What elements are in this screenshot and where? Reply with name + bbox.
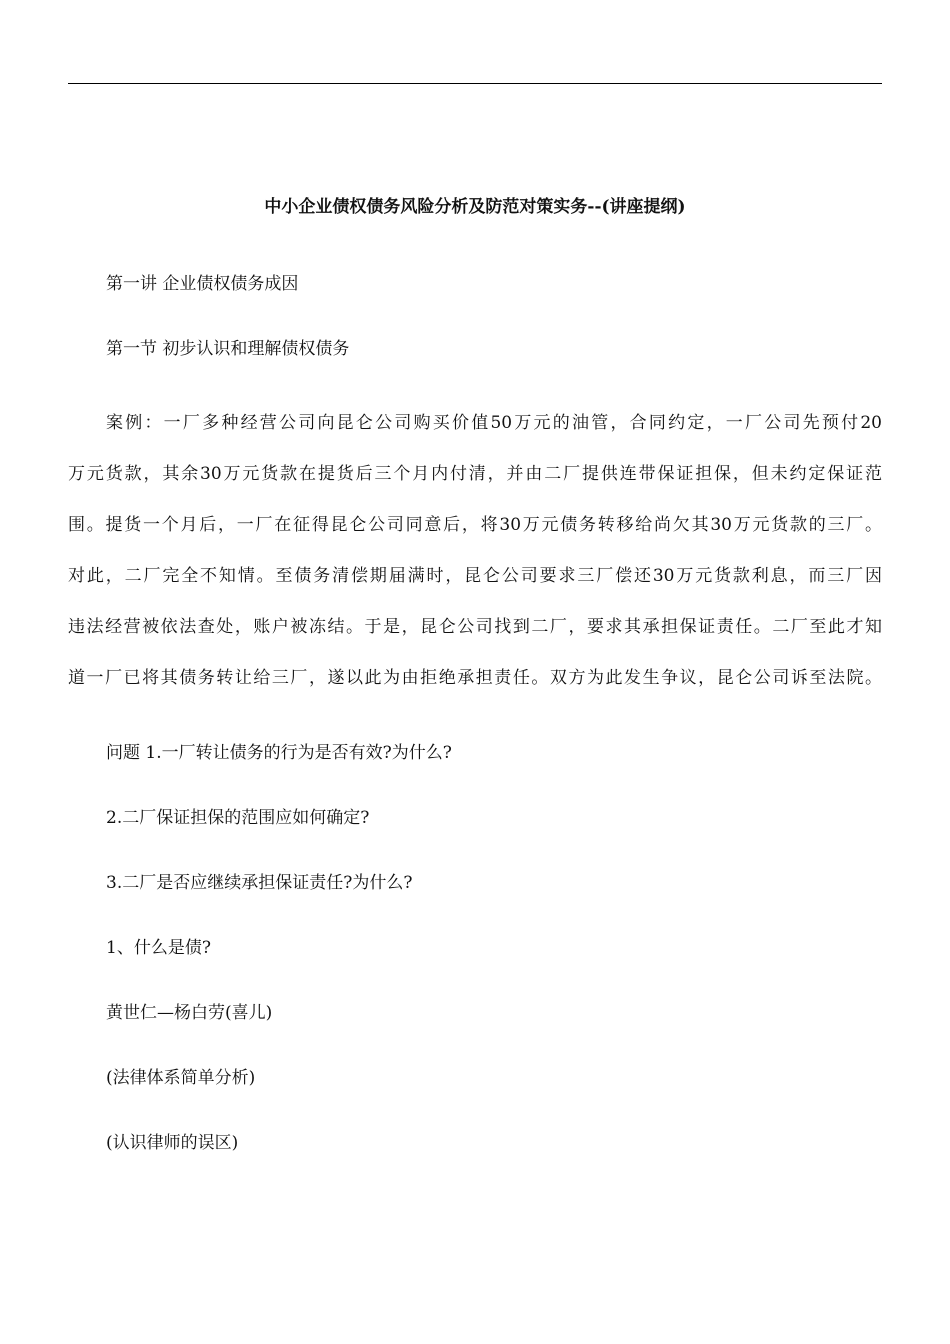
case-line: 万元货款，其余30万元货款在提货后三个月内付清，并由二厂提供连带保证担保，但未约定保证范 — [68, 464, 882, 484]
note-line: 黄世仁—杨白劳(喜儿) — [106, 1003, 273, 1023]
lecture-heading: 第一讲 企业债权债务成因 — [106, 274, 299, 294]
case-line: 违法经营被依法查处，账户被冻结。于是，昆仑公司找到二厂，要求其承担保证责任。二厂至此才知 — [68, 617, 882, 637]
case-line: 对此，二厂完全不知情。至债务清偿期届满时，昆仑公司要求三厂偿还30万元货款利息，而三厂因 — [68, 566, 882, 586]
case-line: 道一厂已将其债务转让给三厂，遂以此为由拒绝承担责任。双方为此发生争议，昆仑公司诉至法院。 — [68, 668, 882, 688]
note-line: (法律体系简单分析) — [106, 1068, 256, 1088]
question-1: 问题 1.一厂转让债务的行为是否有效?为什么? — [106, 743, 452, 763]
document-title: 中小企业债权债务风险分析及防范对策实务--(讲座提纲) — [264, 197, 686, 217]
note-line: (认识律师的误区) — [106, 1133, 239, 1153]
question-3: 3.二厂是否应继续承担保证责任?为什么? — [106, 873, 413, 893]
case-paragraph — [68, 398, 882, 704]
topic-heading: 1、什么是债? — [106, 938, 211, 958]
section-heading: 第一节 初步认识和理解债权债务 — [106, 339, 350, 359]
header-rule — [68, 83, 882, 84]
case-line: 案例：一厂多种经营公司向昆仑公司购买价值50万元的油管，合同约定，一厂公司先预付20 — [106, 413, 882, 433]
case-line: 围。提货一个月后，一厂在征得昆仑公司同意后，将30万元债务转移给尚欠其30万元货款的三厂。 — [68, 515, 882, 535]
question-2: 2.二厂保证担保的范围应如何确定? — [106, 808, 370, 828]
document-body — [68, 190, 882, 1192]
